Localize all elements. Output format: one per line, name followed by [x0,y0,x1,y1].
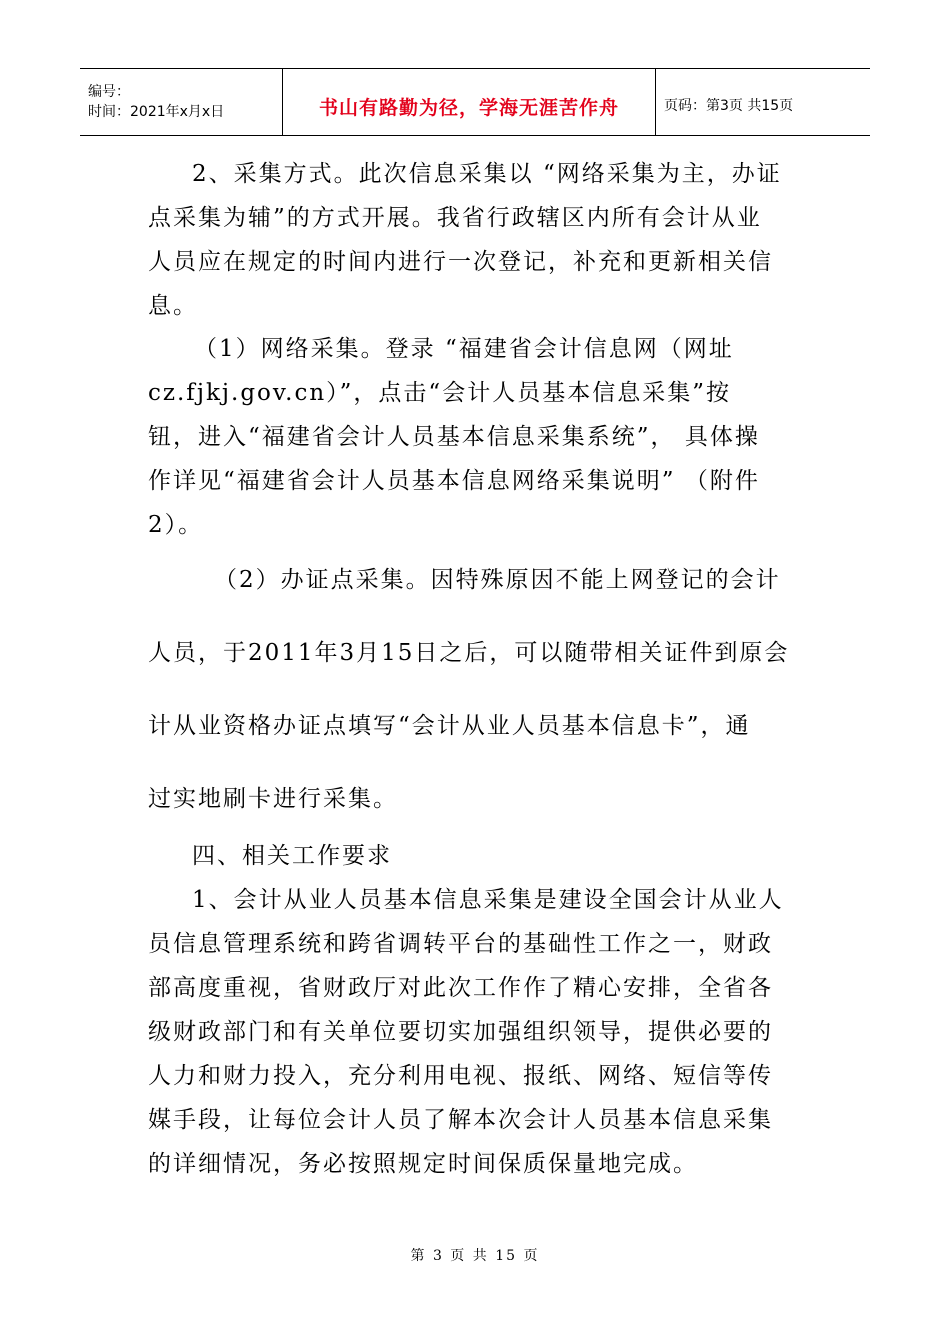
header-page-label: 页码：第3页 共15页 [664,98,794,114]
text-line: 的详细情况，务必按照规定时间保质保量地完成。 [148,1151,698,1177]
text-line: 人力和财力投入，充分利用电视、报纸、网络、短信等传 [148,1063,773,1089]
header-meta [80,69,282,135]
header-page-cell [656,69,793,135]
page-footer: 第 3 页 共 15 页 [410,1248,540,1264]
text-line: （2）办证点采集。因特殊原因不能上网登记的会计 [214,567,781,593]
paragraph-online-collection [148,327,808,547]
text-line: 人员，于2011年3月15日之后，可以随带相关证件到原会 [148,640,790,666]
text-line: 媒手段，让每位会计人员了解本次会计人员基本信息采集 [148,1107,773,1133]
header-motto-cell [282,69,656,135]
text-line: 1、会计从业人员基本信息采集是建设全国会计从业人 [192,887,784,913]
text-line: 点采集为辅”的方式开展。我省行政辖区内所有会计从业 [148,205,762,231]
paragraph-requirements [148,878,808,1186]
text-line: cz.fjkj.gov.cn）”，点击“会计人员基本信息采集”按 [148,380,731,406]
text-line: 2）。 [148,512,204,538]
text-line: 部高度重视，省财政厅对此次工作作了精心安排，全省各 [148,975,773,1001]
paragraph-office-collection [148,544,808,836]
paragraph-collection-method [148,152,808,328]
text-line: 2、采集方式。此次信息采集以 “网络采集为主，办证 [192,161,782,187]
heading-text: 四、相关工作要求 [192,843,392,869]
section-heading [148,834,808,878]
text-line: 员信息管理系统和跨省调转平台的基础性工作之一，财政 [148,931,773,957]
header-motto: 书山有路勤为径，学海无涯苦作舟 [318,96,619,119]
text-line: 计从业资格办证点填写“会计从业人员基本信息卡”，通 [148,713,751,739]
doc-number-label: 编号： [88,84,130,100]
text-line: （1）网络采集。登录 “福建省会计信息网（网址 [194,336,734,362]
text-line: 过实地刷卡进行采集。 [148,786,398,812]
doc-time-label: 时间：2021年x月x日 [88,104,225,120]
page-header [80,68,870,136]
text-line: 息。 [148,293,198,319]
text-line: 作详见“福建省会计人员基本信息网络采集说明” （附件 [148,468,760,494]
text-line: 钮，进入“福建省会计人员基本信息采集系统”， 具体操 [148,424,760,450]
text-line: 级财政部门和有关单位要切实加强组织领导，提供必要的 [148,1019,773,1045]
text-line: 人员应在规定的时间内进行一次登记，补充和更新相关信 [148,249,773,275]
